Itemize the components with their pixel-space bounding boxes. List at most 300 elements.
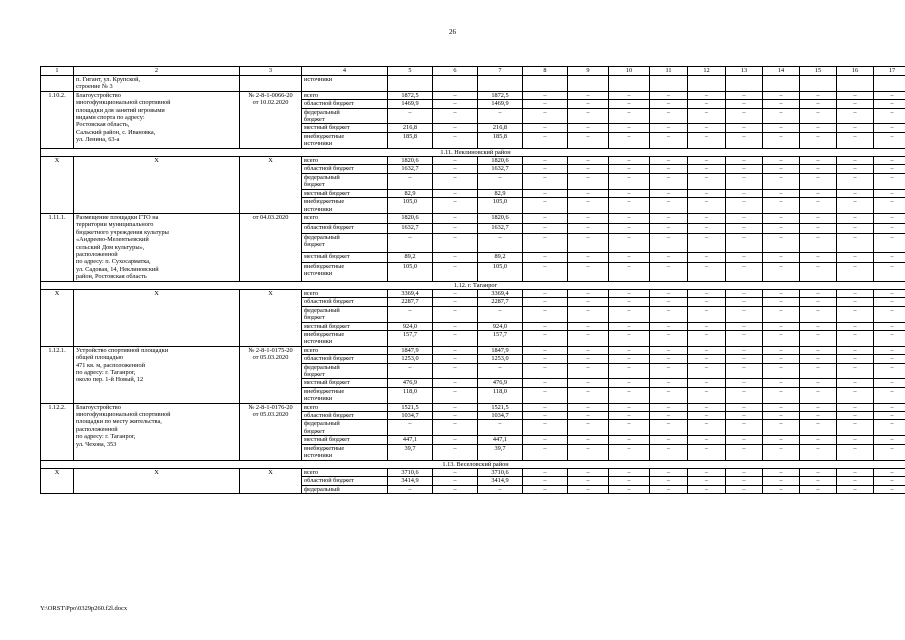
funding-source: федеральный бюджет bbox=[302, 363, 388, 379]
dash-cell: – bbox=[837, 379, 874, 387]
dash-cell: – bbox=[726, 132, 763, 148]
dash-cell: – bbox=[650, 387, 688, 403]
value-cell: – bbox=[388, 420, 433, 436]
dash-cell: – bbox=[763, 387, 800, 403]
funding-source: источники bbox=[302, 76, 388, 92]
dash-cell: – bbox=[800, 108, 837, 124]
value-cell: – bbox=[433, 100, 478, 108]
dash-cell: – bbox=[800, 485, 837, 493]
value-cell: 39,7 bbox=[478, 444, 523, 460]
dash-cell: – bbox=[609, 403, 650, 411]
dash-cell bbox=[650, 76, 688, 92]
dash-cell: – bbox=[726, 346, 763, 354]
dash-cell: – bbox=[609, 223, 650, 233]
funding-source: внебюджетные источники bbox=[302, 387, 388, 403]
dash-cell: – bbox=[650, 252, 688, 262]
dash-cell: – bbox=[874, 485, 905, 493]
dash-cell: – bbox=[726, 444, 763, 460]
funding-source: всего bbox=[302, 213, 388, 223]
value-cell: 105,0 bbox=[388, 198, 433, 214]
dash-cell: – bbox=[568, 346, 609, 354]
value-cell: 1469,9 bbox=[478, 100, 523, 108]
funding-source: федеральный бюджет bbox=[302, 173, 388, 189]
dash-cell: – bbox=[523, 100, 568, 108]
dash-cell: – bbox=[874, 262, 905, 281]
dash-cell bbox=[763, 76, 800, 92]
funding-source: областной бюджет bbox=[302, 223, 388, 233]
dash-cell: – bbox=[523, 306, 568, 322]
column-number-cell: 16 bbox=[837, 67, 874, 76]
value-cell: 1521,5 bbox=[478, 403, 523, 411]
item-name: п. Гигант, ул. Крупской, строение № 3 bbox=[74, 76, 240, 92]
dash-cell: – bbox=[688, 420, 726, 436]
value-cell: – bbox=[433, 298, 478, 306]
dash-cell: – bbox=[523, 403, 568, 411]
value-cell: 1253,0 bbox=[388, 355, 433, 363]
dash-cell: – bbox=[688, 331, 726, 347]
dash-cell: – bbox=[568, 100, 609, 108]
dash-cell: – bbox=[726, 108, 763, 124]
value-cell: 105,0 bbox=[478, 262, 523, 281]
value-cell: 3414,9 bbox=[388, 477, 433, 485]
dash-cell: – bbox=[688, 213, 726, 223]
column-number-cell: 12 bbox=[688, 67, 726, 76]
dash-cell: – bbox=[609, 100, 650, 108]
dash-cell: – bbox=[650, 124, 688, 132]
table-row bbox=[41, 91, 905, 99]
dash-cell: – bbox=[800, 262, 837, 281]
value-cell: – bbox=[433, 387, 478, 403]
dash-cell: – bbox=[609, 252, 650, 262]
value-cell bbox=[478, 76, 523, 92]
section-row bbox=[41, 460, 905, 468]
dash-cell: – bbox=[837, 306, 874, 322]
dash-cell: – bbox=[800, 289, 837, 297]
dash-cell: – bbox=[874, 233, 905, 252]
funding-source: всего bbox=[302, 289, 388, 297]
dash-cell: – bbox=[688, 444, 726, 460]
item-document: Х bbox=[240, 157, 302, 214]
value-cell: – bbox=[478, 363, 523, 379]
funding-source: федеральный бюджет bbox=[302, 420, 388, 436]
dash-cell: – bbox=[837, 346, 874, 354]
dash-cell: – bbox=[523, 322, 568, 330]
value-cell: 447,1 bbox=[388, 436, 433, 444]
value-cell: – bbox=[478, 485, 523, 493]
dash-cell: – bbox=[763, 213, 800, 223]
dash-cell: – bbox=[568, 262, 609, 281]
value-cell: – bbox=[433, 420, 478, 436]
dash-cell: – bbox=[650, 412, 688, 420]
funding-source: федеральный бюджет bbox=[302, 108, 388, 124]
item-document: № 2-8-1-0175-20 от 05.03.2020 bbox=[240, 346, 302, 403]
value-cell: – bbox=[388, 485, 433, 493]
item-number: Х bbox=[41, 157, 74, 214]
column-number-cell: 17 bbox=[874, 67, 905, 76]
value-cell: – bbox=[478, 306, 523, 322]
dash-cell: – bbox=[523, 346, 568, 354]
value-cell: – bbox=[433, 173, 478, 189]
dash-cell: – bbox=[609, 444, 650, 460]
value-cell: 185,8 bbox=[478, 132, 523, 148]
dash-cell: – bbox=[837, 132, 874, 148]
funding-source: всего bbox=[302, 91, 388, 99]
dash-cell: – bbox=[763, 346, 800, 354]
value-cell: 1632,7 bbox=[388, 165, 433, 173]
value-cell: – bbox=[388, 173, 433, 189]
dash-cell: – bbox=[650, 468, 688, 476]
dash-cell: – bbox=[726, 331, 763, 347]
value-cell: 1872,5 bbox=[388, 91, 433, 99]
dash-cell: – bbox=[523, 485, 568, 493]
value-cell: 1469,9 bbox=[388, 100, 433, 108]
dash-cell: – bbox=[726, 468, 763, 476]
dash-cell: – bbox=[688, 124, 726, 132]
value-cell: 3710,6 bbox=[388, 468, 433, 476]
value-cell: – bbox=[388, 363, 433, 379]
column-number-cell: 9 bbox=[568, 67, 609, 76]
value-cell: – bbox=[433, 322, 478, 330]
dash-cell: – bbox=[523, 468, 568, 476]
dash-cell: – bbox=[763, 379, 800, 387]
dash-cell bbox=[523, 76, 568, 92]
table-row bbox=[41, 346, 905, 354]
dash-cell bbox=[874, 76, 905, 92]
dash-cell: – bbox=[688, 363, 726, 379]
dash-cell: – bbox=[726, 355, 763, 363]
dash-cell: – bbox=[763, 189, 800, 197]
dash-cell: – bbox=[726, 165, 763, 173]
value-cell: 924,0 bbox=[388, 322, 433, 330]
dash-cell: – bbox=[609, 262, 650, 281]
funding-source: федеральный бюджет bbox=[302, 233, 388, 252]
column-number-cell: 5 bbox=[388, 67, 433, 76]
dash-cell: – bbox=[568, 223, 609, 233]
dash-cell: – bbox=[688, 485, 726, 493]
dash-cell: – bbox=[609, 108, 650, 124]
dash-cell: – bbox=[650, 157, 688, 165]
dash-cell: – bbox=[650, 346, 688, 354]
table-row bbox=[41, 157, 905, 165]
dash-cell: – bbox=[763, 298, 800, 306]
dash-cell: – bbox=[800, 165, 837, 173]
dash-cell: – bbox=[874, 223, 905, 233]
dash-cell: – bbox=[763, 477, 800, 485]
dash-cell: – bbox=[763, 355, 800, 363]
dash-cell: – bbox=[688, 198, 726, 214]
dash-cell: – bbox=[763, 100, 800, 108]
dash-cell: – bbox=[523, 132, 568, 148]
value-cell: 1872,5 bbox=[478, 91, 523, 99]
dash-cell: – bbox=[688, 387, 726, 403]
dash-cell: – bbox=[763, 233, 800, 252]
dash-cell: – bbox=[688, 346, 726, 354]
dash-cell: – bbox=[650, 213, 688, 223]
dash-cell: – bbox=[688, 223, 726, 233]
dash-cell: – bbox=[609, 189, 650, 197]
dash-cell: – bbox=[523, 298, 568, 306]
funding-source: местный бюджет bbox=[302, 436, 388, 444]
dash-cell: – bbox=[837, 477, 874, 485]
dash-cell: – bbox=[874, 124, 905, 132]
dash-cell: – bbox=[874, 346, 905, 354]
item-name: Устройство спортивной площадки общей площадью 471 кв. м, расположенной по адресу: г. Таганрог, около пер. 1-й Новый, 12 bbox=[74, 346, 240, 403]
dash-cell: – bbox=[688, 289, 726, 297]
dash-cell: – bbox=[688, 108, 726, 124]
column-number-cell: 7 bbox=[478, 67, 523, 76]
value-cell: – bbox=[478, 420, 523, 436]
dash-cell: – bbox=[650, 444, 688, 460]
dash-cell bbox=[837, 76, 874, 92]
dash-cell: – bbox=[650, 233, 688, 252]
value-cell: – bbox=[433, 306, 478, 322]
dash-cell: – bbox=[874, 403, 905, 411]
dash-cell: – bbox=[763, 289, 800, 297]
item-document: Х bbox=[240, 468, 302, 493]
footer-file-path: Y:\ORST\Ppo\0329p260.f2l.docx bbox=[40, 605, 128, 612]
dash-cell: – bbox=[609, 233, 650, 252]
dash-cell: – bbox=[726, 173, 763, 189]
dash-cell: – bbox=[650, 420, 688, 436]
dash-cell: – bbox=[568, 355, 609, 363]
dash-cell: – bbox=[568, 412, 609, 420]
dash-cell: – bbox=[688, 306, 726, 322]
dash-cell: – bbox=[688, 165, 726, 173]
dash-cell: – bbox=[726, 322, 763, 330]
dash-cell: – bbox=[800, 173, 837, 189]
column-number-cell: 15 bbox=[800, 67, 837, 76]
value-cell: – bbox=[433, 403, 478, 411]
value-cell: – bbox=[433, 436, 478, 444]
dash-cell: – bbox=[800, 213, 837, 223]
value-cell: – bbox=[433, 108, 478, 124]
dash-cell: – bbox=[874, 298, 905, 306]
item-number: 1.12.2. bbox=[41, 403, 74, 460]
dash-cell: – bbox=[609, 485, 650, 493]
dash-cell: – bbox=[874, 331, 905, 347]
dash-cell: – bbox=[874, 189, 905, 197]
dash-cell: – bbox=[523, 412, 568, 420]
dash-cell: – bbox=[609, 355, 650, 363]
column-number-cell: 11 bbox=[650, 67, 688, 76]
dash-cell: – bbox=[763, 403, 800, 411]
dash-cell: – bbox=[609, 363, 650, 379]
dash-cell: – bbox=[800, 379, 837, 387]
dash-cell: – bbox=[688, 322, 726, 330]
value-cell: – bbox=[478, 233, 523, 252]
dash-cell: – bbox=[763, 262, 800, 281]
dash-cell: – bbox=[523, 355, 568, 363]
dash-cell: – bbox=[609, 436, 650, 444]
dash-cell: – bbox=[688, 100, 726, 108]
dash-cell: – bbox=[650, 289, 688, 297]
dash-cell: – bbox=[688, 189, 726, 197]
dash-cell: – bbox=[800, 91, 837, 99]
item-name: Размещение площадки ГТО на территории муниципального бюджетного учреждения культуры «Андреево-Мелентьевский сельский Дом культуры», расположенной по адресу: п. Сухосарматка, ул. Садовая, 14, Неклиновский район, Ростовская область bbox=[74, 213, 240, 281]
dash-cell: – bbox=[568, 108, 609, 124]
funding-source: внебюджетные источники bbox=[302, 331, 388, 347]
value-cell: 105,0 bbox=[478, 198, 523, 214]
dash-cell: – bbox=[688, 477, 726, 485]
dash-cell: – bbox=[874, 436, 905, 444]
dash-cell: – bbox=[837, 198, 874, 214]
funding-source: всего bbox=[302, 403, 388, 411]
dash-cell: – bbox=[688, 379, 726, 387]
dash-cell: – bbox=[800, 233, 837, 252]
value-cell: 1632,7 bbox=[478, 223, 523, 233]
dash-cell bbox=[726, 76, 763, 92]
dash-cell: – bbox=[726, 100, 763, 108]
dash-cell: – bbox=[763, 108, 800, 124]
column-number-row bbox=[41, 67, 905, 76]
dash-cell: – bbox=[800, 157, 837, 165]
dash-cell: – bbox=[800, 444, 837, 460]
dash-cell: – bbox=[609, 213, 650, 223]
dash-cell: – bbox=[568, 132, 609, 148]
dash-cell: – bbox=[837, 485, 874, 493]
dash-cell: – bbox=[650, 173, 688, 189]
dash-cell: – bbox=[800, 252, 837, 262]
value-cell: 476,9 bbox=[478, 379, 523, 387]
item-document bbox=[240, 76, 302, 92]
dash-cell: – bbox=[568, 298, 609, 306]
section-row bbox=[41, 281, 905, 289]
value-cell: – bbox=[433, 379, 478, 387]
dash-cell: – bbox=[837, 100, 874, 108]
dash-cell: – bbox=[874, 379, 905, 387]
dash-cell: – bbox=[688, 132, 726, 148]
dash-cell: – bbox=[763, 198, 800, 214]
item-document: от 04.03.2020 bbox=[240, 213, 302, 281]
dash-cell: – bbox=[523, 477, 568, 485]
dash-cell: – bbox=[837, 173, 874, 189]
column-number-cell: 3 bbox=[240, 67, 302, 76]
table-row bbox=[41, 468, 905, 476]
dash-cell: – bbox=[800, 223, 837, 233]
dash-cell: – bbox=[763, 91, 800, 99]
table-row bbox=[41, 403, 905, 411]
dash-cell: – bbox=[800, 124, 837, 132]
value-cell: – bbox=[478, 173, 523, 189]
item-number: Х bbox=[41, 289, 74, 346]
dash-cell: – bbox=[609, 132, 650, 148]
dash-cell: – bbox=[874, 165, 905, 173]
column-number-cell: 4 bbox=[302, 67, 388, 76]
value-cell: 3369,4 bbox=[388, 289, 433, 297]
item-document: № 2-8-1-0176-20 от 05.03.2020 bbox=[240, 403, 302, 460]
dash-cell: – bbox=[874, 173, 905, 189]
page-number: 26 bbox=[449, 28, 456, 36]
dash-cell: – bbox=[523, 233, 568, 252]
dash-cell: – bbox=[609, 124, 650, 132]
dash-cell: – bbox=[726, 306, 763, 322]
dash-cell: – bbox=[609, 173, 650, 189]
dash-cell: – bbox=[837, 91, 874, 99]
dash-cell: – bbox=[523, 363, 568, 379]
dash-cell: – bbox=[609, 477, 650, 485]
dash-cell bbox=[800, 76, 837, 92]
dash-cell: – bbox=[763, 165, 800, 173]
dash-cell: – bbox=[800, 387, 837, 403]
item-document: № 2-8-1-0066-20 от 10.02.2020 bbox=[240, 91, 302, 148]
value-cell: – bbox=[433, 198, 478, 214]
dash-cell: – bbox=[650, 306, 688, 322]
dash-cell: – bbox=[800, 189, 837, 197]
column-number-cell: 10 bbox=[609, 67, 650, 76]
funding-source: местный бюджет bbox=[302, 252, 388, 262]
dash-cell: – bbox=[523, 213, 568, 223]
dash-cell: – bbox=[609, 379, 650, 387]
funding-source: областной бюджет bbox=[302, 165, 388, 173]
dash-cell: – bbox=[837, 363, 874, 379]
value-cell: 476,9 bbox=[388, 379, 433, 387]
dash-cell: – bbox=[523, 165, 568, 173]
value-cell: 185,8 bbox=[388, 132, 433, 148]
value-cell: – bbox=[433, 124, 478, 132]
value-cell: 447,1 bbox=[478, 436, 523, 444]
value-cell: 1820,6 bbox=[388, 157, 433, 165]
dash-cell: – bbox=[763, 306, 800, 322]
dash-cell: – bbox=[523, 262, 568, 281]
dash-cell: – bbox=[837, 444, 874, 460]
dash-cell: – bbox=[726, 379, 763, 387]
dash-cell: – bbox=[726, 223, 763, 233]
dash-cell: – bbox=[800, 403, 837, 411]
item-name: Х bbox=[74, 157, 240, 214]
value-cell: 1847,9 bbox=[388, 346, 433, 354]
dash-cell: – bbox=[874, 198, 905, 214]
dash-cell: – bbox=[800, 100, 837, 108]
dash-cell: – bbox=[763, 420, 800, 436]
dash-cell: – bbox=[837, 223, 874, 233]
dash-cell: – bbox=[568, 387, 609, 403]
value-cell: 3369,4 bbox=[478, 289, 523, 297]
dash-cell: – bbox=[523, 289, 568, 297]
dash-cell: – bbox=[688, 233, 726, 252]
dash-cell: – bbox=[763, 252, 800, 262]
value-cell: – bbox=[433, 213, 478, 223]
dash-cell: – bbox=[763, 412, 800, 420]
dash-cell: – bbox=[800, 355, 837, 363]
dash-cell: – bbox=[688, 173, 726, 189]
dash-cell: – bbox=[874, 289, 905, 297]
column-number-cell: 14 bbox=[763, 67, 800, 76]
dash-cell: – bbox=[874, 157, 905, 165]
funding-source: областной бюджет bbox=[302, 355, 388, 363]
value-cell: 3414,9 bbox=[478, 477, 523, 485]
dash-cell: – bbox=[523, 189, 568, 197]
value-cell: 1253,0 bbox=[478, 355, 523, 363]
dash-cell: – bbox=[874, 91, 905, 99]
funding-source: всего bbox=[302, 468, 388, 476]
item-document: Х bbox=[240, 289, 302, 346]
value-cell: – bbox=[433, 91, 478, 99]
dash-cell: – bbox=[523, 124, 568, 132]
value-cell: 157,7 bbox=[478, 331, 523, 347]
dash-cell: – bbox=[568, 173, 609, 189]
dash-cell: – bbox=[763, 363, 800, 379]
dash-cell: – bbox=[568, 363, 609, 379]
funding-source: местный бюджет bbox=[302, 379, 388, 387]
dash-cell: – bbox=[874, 477, 905, 485]
dash-cell: – bbox=[874, 420, 905, 436]
dash-cell: – bbox=[800, 132, 837, 148]
item-number: 1.12.1. bbox=[41, 346, 74, 403]
dash-cell: – bbox=[837, 233, 874, 252]
dash-cell: – bbox=[609, 468, 650, 476]
column-number-cell: 6 bbox=[433, 67, 478, 76]
dash-cell: – bbox=[726, 157, 763, 165]
